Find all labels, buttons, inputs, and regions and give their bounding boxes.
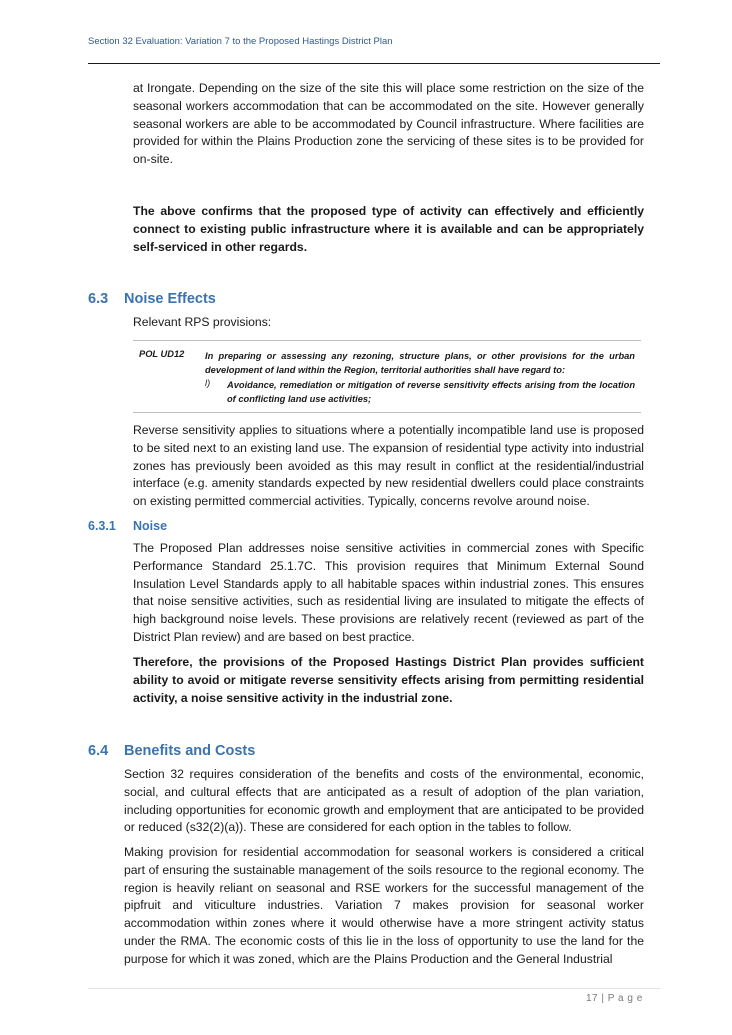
section-6-4-heading — [88, 743, 255, 759]
section-number: 6.3 — [88, 291, 109, 307]
section-6-3-1-heading — [88, 519, 167, 533]
noise-conclusion: Therefore, the provisions of the Proposed Hastings District Plan provides sufficient ability to avoid or mitigate reverse sensitivity effects arising from permitting residential activity, a noise sensitive activity in the industrial zone. — [133, 655, 644, 705]
page-number: 17 | P a g e — [586, 993, 643, 1004]
benefits-paragraph-2: Making provision for residential accommodation for seasonal workers is considered a critical part of ensuring the sustainable management of the soils resource to the regional economy. The region is heavily reliant on seasonal and RSE workers for the successful management of the pipfruit and viticulture industries. Variation 7 makes provision for seasonal worker accommodation within zones where it would otherwise have a more stringent activity status under the RMA. The economic costs of this lie in the loss of opportunity to use the land for the purpose for which it was zoned, which are the Plains Production and the General Industrial — [124, 845, 644, 966]
section-number: 6.4 — [88, 743, 109, 759]
subsection-title: Noise — [133, 519, 168, 533]
policy-code: POL UD12 — [139, 349, 185, 359]
policy-text: In preparing or assessing any rezoning, structure plans, or other provisions for the urban development of land within the Region, territorial authorities shall have regard to: — [205, 351, 635, 375]
policy-box — [133, 340, 641, 413]
rps-label: Relevant RPS provisions: — [133, 315, 272, 329]
running-header: Section 32 Evaluation: Variation 7 to the Proposed Hastings District Plan — [88, 36, 393, 47]
noise-paragraph: The Proposed Plan addresses noise sensitive activities in commercial zones with Specific Performance Standard 25.1.7C. This provision requires that Minimum External Sound Insulation Level Standards apply to all habitable spaces within industrial zones. This ensures that noise sensitive activities, such as residential living are insulated to mitigate the effects of high background noise levels. These provisions are relatively recent (reviewed as part of the District Plan review) and are based on best practice. — [133, 541, 644, 644]
policy-item-text: Avoidance, remediation or mitigation of reverse sensitivity effects arising from the location of conflicting land use activities; — [227, 380, 635, 404]
section-6-3-heading — [88, 291, 216, 307]
subsection-number: 6.3.1 — [88, 519, 116, 533]
intro-paragraph: at Irongate. Depending on the size of the site this will place some restriction on the size of the seasonal workers accommodation that can be accommodated on the site. However generally seasonal workers are able to be accommodated by Council infrastructure. Where facilities are provided for within the Plains Production zone the servicing of these sites is to be provided for on-site. — [133, 81, 644, 167]
intro-conclusion: The above confirms that the proposed type of activity can effectively and efficiently connect to existing public infrastructure where it is available and can be appropriately self-serviced in other regards. — [133, 204, 644, 254]
policy-item-number: l) — [205, 378, 211, 388]
section-title: Noise Effects — [124, 291, 216, 307]
footer-rule — [88, 988, 660, 989]
header-rule — [88, 63, 660, 64]
section-title: Benefits and Costs — [124, 743, 256, 759]
benefits-paragraph-1: Section 32 requires consideration of the benefits and costs of the environmental, economic, social, and cultural effects that are anticipated as a result of adoption of the plan variation, including opportunities for economic growth and employment that are anticipated to be provided or reduced (s32(2)(a)). These are considered for each option in the tables to follow. — [124, 767, 644, 835]
reverse-sensitivity-paragraph: Reverse sensitivity applies to situations where a potentially incompatible land use is proposed to be sited next to an existing land use. The expansion of residential type activity into industrial zones has previously been avoided as this may result in conflict at the residential/industrial interface (e.g. amenity standards expected by new residential dwellers could place constraints on existing permitted commercial activities. Typically, concerns revolve around noise. — [133, 423, 644, 509]
